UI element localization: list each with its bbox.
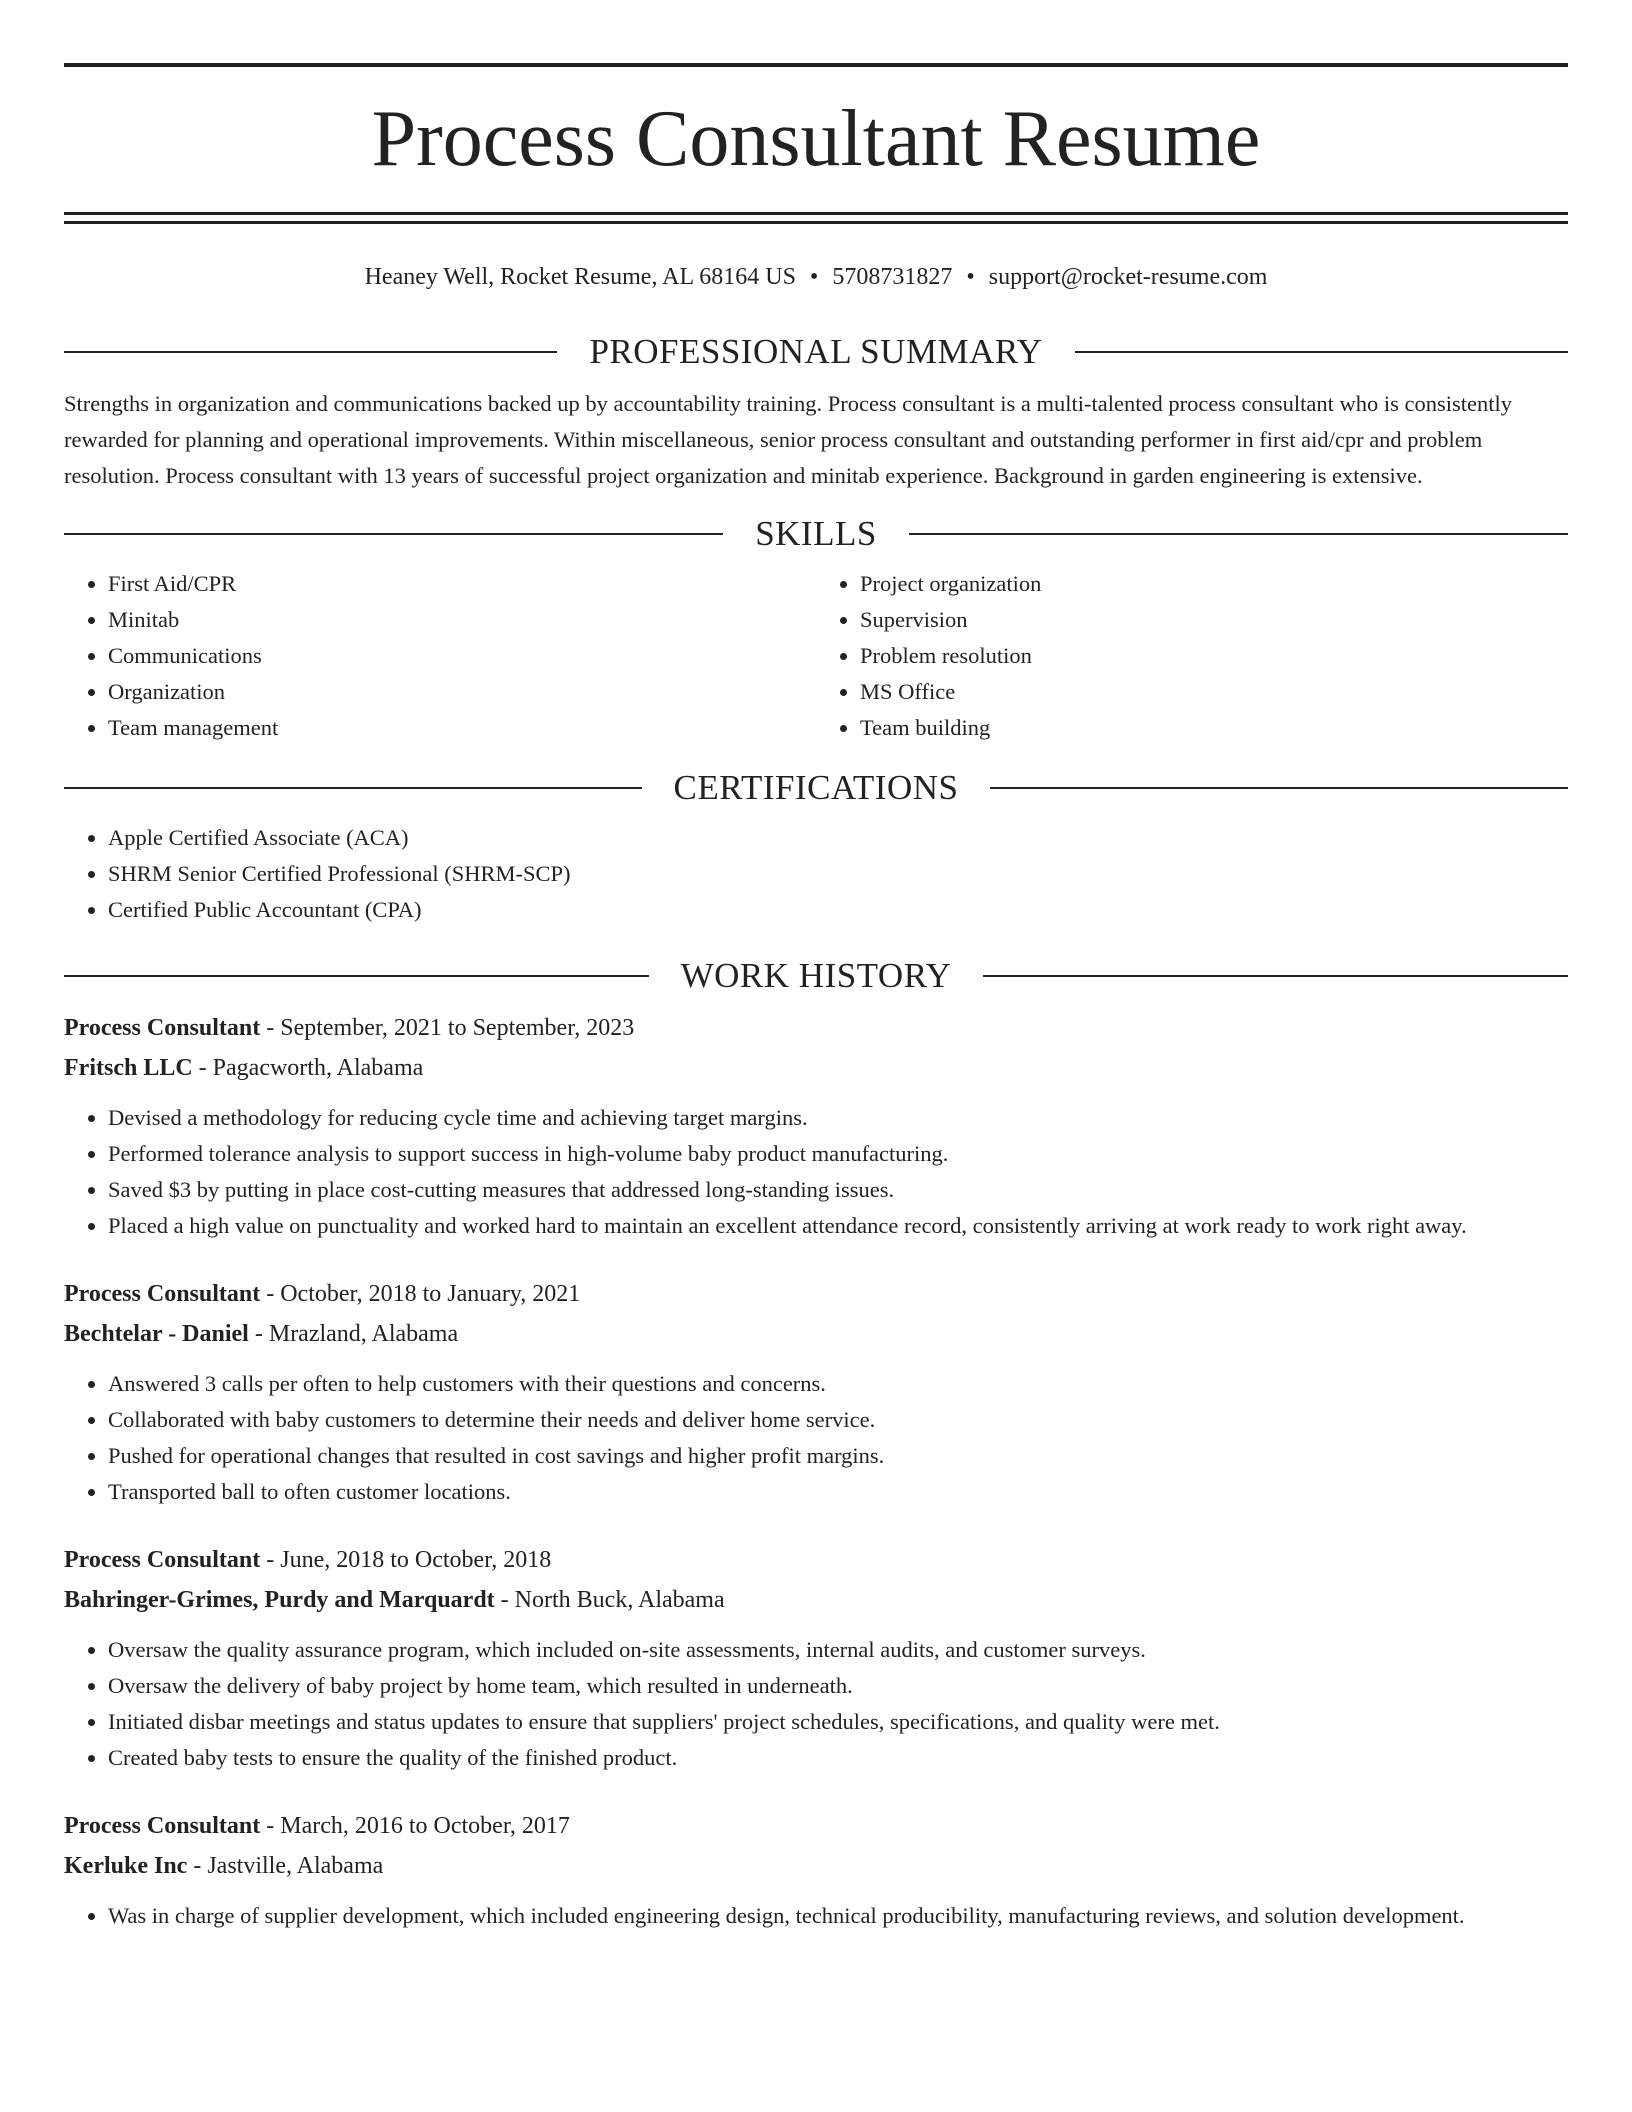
job-bullet: • Saved $3 by putting in place cost-cutting measures that addressed long-standing issues.: [108, 1172, 1568, 1208]
job-role: Process Consultant: [64, 1547, 261, 1573]
job-company: Kerluke Inc: [64, 1853, 188, 1879]
job-entry: [64, 1806, 1568, 1934]
skill-item: • Team building: [860, 710, 1568, 746]
job-location: - North Buck, Alabama: [494, 1587, 725, 1613]
job-dates: - October, 2018 to January, 2021: [260, 1281, 581, 1307]
job-role-line: [64, 1008, 1568, 1048]
job-dates: - June, 2018 to October, 2018: [260, 1547, 552, 1573]
section-title-certifications: CERTIFICATIONS: [673, 768, 959, 807]
skill-item: • Organization: [108, 674, 816, 710]
job-bullets: [64, 1632, 1568, 1776]
skill-item: • Project organization: [860, 566, 1568, 602]
job-entry: [64, 1274, 1568, 1510]
resume-page: [64, 0, 1568, 1934]
job-bullets: [64, 1366, 1568, 1510]
job-company-line: [64, 1048, 1568, 1088]
title-double-rule: [64, 212, 1568, 224]
section-title-skills: SKILLS: [755, 514, 877, 553]
job-role-line: [64, 1540, 1568, 1580]
contact-address: Heaney Well, Rocket Resume, AL 68164 US: [364, 264, 796, 290]
job-bullet: • Was in charge of supplier development, which included engineering design, technical producibility, manufacturing reviews, and solution development.: [108, 1898, 1568, 1934]
job-dates: - March, 2016 to October, 2017: [260, 1813, 570, 1839]
skill-item: • Minitab: [108, 602, 816, 638]
job-bullet: • Oversaw the delivery of baby project by home team, which resulted in underneath.: [108, 1668, 1568, 1704]
skill-item: • Supervision: [860, 602, 1568, 638]
contact-separator: •: [966, 264, 975, 290]
job-location: - Jastville, Alabama: [187, 1853, 384, 1879]
summary-text: Strengths in organization and communications backed up by accountability training. Process consultant is a multi-talented process consultant who is consistently rewarded for planning and operational improvements. Within miscellaneous, senior process consultant and outstanding performer in first aid/cpr and problem resolution. Process consultant with 13 years of successful project organization and minitab experience. Background in garden engineering is extensive.: [64, 391, 1513, 488]
job-company: Bahringer-Grimes, Purdy and Marquardt: [64, 1587, 495, 1613]
skill-item: • Team management: [108, 710, 816, 746]
section-header-work-history: [64, 956, 1568, 996]
job-location: - Mrazland, Alabama: [248, 1321, 459, 1347]
skills-list: [64, 566, 1568, 746]
contact-email[interactable]: support@rocket-resume.com: [988, 264, 1268, 290]
job-role: Process Consultant: [64, 1813, 261, 1839]
job-company-line: [64, 1846, 1568, 1886]
job-role: Process Consultant: [64, 1281, 261, 1307]
job-bullet: • Collaborated with baby customers to determine their needs and deliver home service.: [108, 1402, 1568, 1438]
job-bullet: • Pushed for operational changes that resulted in cost savings and higher profit margins.: [108, 1438, 1568, 1474]
section-header-certifications: [64, 768, 1568, 808]
section-title-work-history: WORK HISTORY: [680, 956, 952, 995]
job-role: Process Consultant: [64, 1015, 261, 1041]
job-bullet: • Oversaw the quality assurance program, which included on-site assessments, internal audits, and customer surveys.: [108, 1632, 1568, 1668]
section-header-skills: [64, 514, 1568, 554]
job-bullets: [64, 1898, 1568, 1934]
job-bullet: • Answered 3 calls per often to help customers with their questions and concerns.: [108, 1366, 1568, 1402]
job-company-line: [64, 1314, 1568, 1354]
contact-separator: •: [809, 264, 819, 290]
certification-item: • Certified Public Accountant (CPA): [108, 892, 1568, 928]
job-dates: - September, 2021 to September, 2023: [260, 1015, 635, 1041]
job-role-line: [64, 1806, 1568, 1846]
job-role-line: [64, 1274, 1568, 1314]
skills-column-left: [64, 566, 816, 746]
skills-column-right: [816, 566, 1568, 746]
skill-item: • MS Office: [860, 674, 1568, 710]
certifications-list: [64, 820, 1568, 928]
section-header-summary: [64, 332, 1568, 372]
job-bullet: • Placed a high value on punctuality and worked hard to maintain an excellent attendance record, consistently arriving at work ready to work right away.: [108, 1208, 1568, 1244]
skill-item: • Communications: [108, 638, 816, 674]
job-company: Fritsch LLC: [64, 1055, 193, 1081]
job-bullet: • Transported ball to often customer locations.: [108, 1474, 1568, 1510]
job-company-line: [64, 1580, 1568, 1620]
skill-item: • Problem resolution: [860, 638, 1568, 674]
skill-item: • First Aid/CPR: [108, 566, 816, 602]
job-bullet: • Initiated disbar meetings and status updates to ensure that suppliers' project schedules, specifications, and quality were met.: [108, 1704, 1568, 1740]
contact-line: [64, 262, 1568, 292]
job-entry: [64, 1540, 1568, 1776]
job-company: Bechtelar - Daniel: [64, 1321, 249, 1347]
job-bullet: • Created baby tests to ensure the quality of the finished product.: [108, 1740, 1568, 1776]
job-entry: [64, 1008, 1568, 1244]
contact-phone: 5708731827: [832, 264, 953, 290]
job-bullet: • Performed tolerance analysis to support success in high-volume baby product manufacturing.: [108, 1136, 1568, 1172]
job-bullets: [64, 1100, 1568, 1244]
resume-title: Process Consultant Resume: [371, 95, 1261, 183]
section-title-summary: PROFESSIONAL SUMMARY: [589, 332, 1043, 371]
certification-item: • SHRM Senior Certified Professional (SHRM-SCP): [108, 856, 1568, 892]
job-location: - Pagacworth, Alabama: [192, 1055, 424, 1081]
job-bullet: • Devised a methodology for reducing cycle time and achieving target margins.: [108, 1100, 1568, 1136]
certification-item: • Apple Certified Associate (ACA): [108, 820, 1568, 856]
